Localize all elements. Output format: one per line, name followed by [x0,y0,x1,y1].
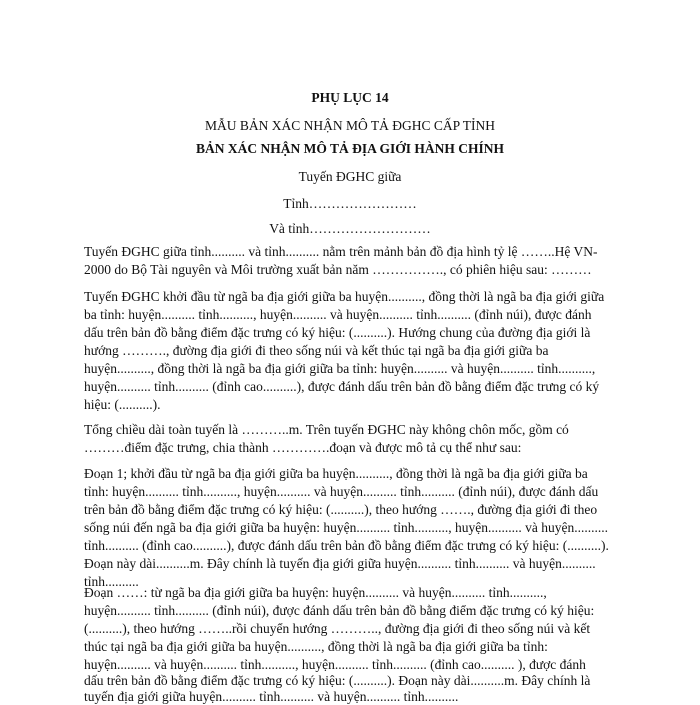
route-label: Tuyến ĐGHC giữa [298,169,402,184]
paragraph-4-line: tỉnh.......... (đỉnh cao..........), được đánh dấu trên bản đồ bằng điểm đặc trưng có ký hiệu: (..........). [84,538,609,553]
document-title: BẢN XÁC NHẬN MÔ TẢ ĐỊA GIỚI HÀNH CHÍNH [195,141,505,156]
appendix-title: PHỤ LỤC 14 [311,90,389,105]
paragraph-2-line: hướng ………., đường địa giới đi theo sống núi và kết thúc tại ngã ba địa giới giữa ba [84,343,549,358]
paragraph-5-line: huyện.......... tỉnh.......... (đỉnh núi), được đánh dấu trên bản đồ bằng điểm đặc trưng có ký hiệu: [84,603,595,618]
province-2-line: Và tỉnh……………………… [269,221,431,236]
paragraph-4-line: sống núi đến ngã ba địa giới giữa ba huyện: huyện.......... tỉnh.........., huyện.......... và huyện.......... [84,520,609,535]
paragraph-5-line: thúc tại ngã ba địa giới giữa ba huyện.........., đồng thời là ngã ba địa giới giữa ba tỉnh: [84,639,548,654]
paragraph-2-line: huyện.......... tỉnh.......... (đỉnh cao..........), được đánh dấu trên bản đồ bằng điểm đặc trưng có ký [84,379,600,394]
paragraph-1-line: 2000 do Bộ Tài nguyên và Môi trường xuất bản năm ……………., có phiên hiệu sau: ……… [84,262,592,277]
paragraph-5-line: dấu trên bản đồ bằng điểm đặc trưng có ký hiệu: (..........). Đoạn này dài..........m. Đây chính là [84,673,591,688]
paragraph-4-line: tỉnh: huyện.......... tỉnh.........., huyện.......... và huyện.......... tỉnh.......... (đỉnh núi), được đánh dấu [84,484,599,499]
paragraph-5-line: Đoạn ……: từ ngã ba địa giới giữa ba huyện: huyện.......... và huyện.......... tỉnh.........., [84,585,547,600]
paragraph-5-line: tuyến địa giới giữa huyện.......... tỉnh.......... và huyện.......... tỉnh.......... [84,689,459,704]
paragraph-4-line: Đoạn này dài..........m. Đây chính là tuyến địa giới giữa huyện.......... tỉnh.......... và huyện.......... [84,556,596,571]
paragraph-2-line: Tuyến ĐGHC khởi đầu từ ngã ba địa giới giữa ba huyện.........., đồng thời là ngã ba địa giới giữa [84,289,605,304]
paragraph-5-line: (..........), theo hướng ……..rồi chuyển hướng ……….., đường địa giới đi theo sống núi và kết [84,621,591,636]
paragraph-1-line: Tuyến ĐGHC giữa tỉnh.......... và tỉnh.......... nằm trên mảnh bản đồ địa hình tỷ lệ ……..Hệ VN- [84,244,598,259]
paragraph-2-line: hiệu: (..........). [84,397,161,412]
form-title: MẪU BẢN XÁC NHẬN MÔ TẢ ĐGHC CẤP TỈNH [204,118,496,133]
paragraph-4-line: trên bản đồ bằng điểm đặc trưng có ký hiệu: (..........), theo hướng ……., đường địa giới đi theo [84,502,598,517]
paragraph-3-line: ………điểm đặc trưng, chia thành ………….đoạn và được mô tả cụ thể như sau: [84,440,522,455]
province-1-line: Tỉnh…………………… [283,196,417,211]
paragraph-5-line: huyện.......... và huyện.......... tỉnh.........., huyện.......... tỉnh.......... (đỉnh cao.......... ), được đánh [84,657,586,672]
paragraph-4-line: Đoạn 1; khởi đầu từ ngã ba địa giới giữa ba huyện.........., đồng thời là ngã ba địa giới giữa ba [84,466,588,481]
paragraph-3-line: Tổng chiều dài toàn tuyến là ………..m. Trên tuyến ĐGHC này không chôn mốc, gồm có [84,422,569,437]
paragraph-4-line: tỉnh.......... [84,574,139,589]
paragraph-2-line: ba tỉnh: huyện.......... tỉnh.........., huyện.......... và huyện.......... tỉnh.......... (đỉnh núi), được đánh [84,307,592,322]
paragraph-2-line: huyện.........., đồng thời là ngã ba địa giới giữa ba tỉnh: huyện.......... và huyện.......... tỉnh.........., [84,361,596,376]
paragraph-2-line: dấu trên bản đồ bằng điểm đặc trưng có ký hiệu: (..........). Hướng chung của đường địa giới là [84,325,591,340]
